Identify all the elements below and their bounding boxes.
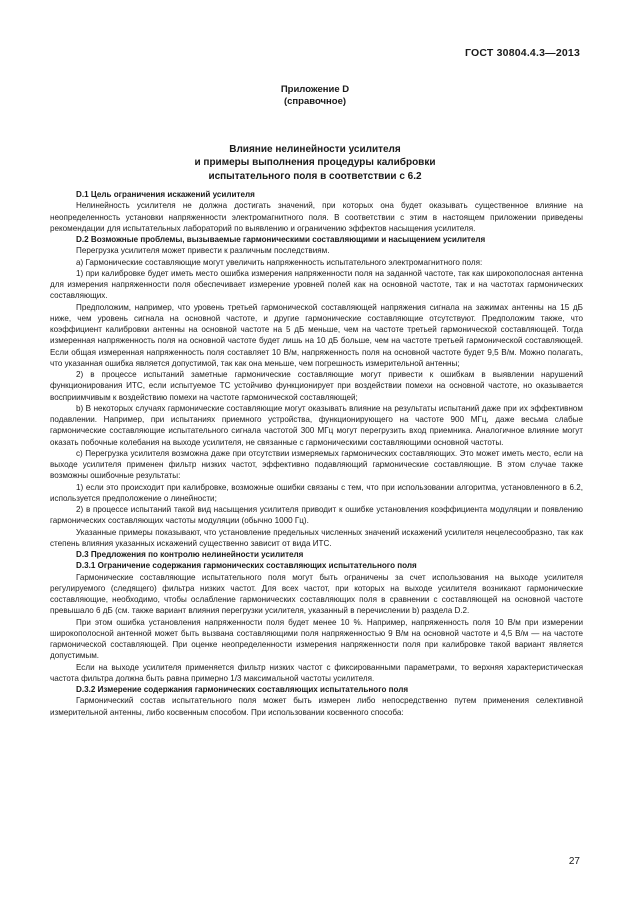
paragraph: Если на выходе усилителя применяется фильтр низких частот с фиксированными параметрами, то верхняя характеристическая частота фильтра должна быть равна примерно 1/3 максимальной частоты усилителя. <box>50 662 583 683</box>
paragraph: При этом ошибка установления напряженности поля будет менее 10 %. Например, напряженность поля 10 В/м при измерении широкополосной антенной может быть вызвана составляющими поля напряженностью 9 В/м на основной частоте и 4,5 В/м — на частоте гармонической составляющей. При оценке неопределенности измерения напряженности поля при калибровке такой вариант является допустимым. <box>50 617 583 661</box>
document-body <box>50 189 583 718</box>
page-number: 27 <box>568 856 580 867</box>
paragraph: Нелинейность усилителя не должна достигать значений, при которых она будет оказывать существенное влияние на неопределенность установки напряженности электромагнитного поля. В соответствии с этим в настоящем приложении приведены рекомендации для испытательных лабораторий по выявлению и ограничению эффектов насыщения усилителя. <box>50 201 583 233</box>
section-heading: D.3.2 Измерение содержания гармонических составляющих испытательного поля <box>76 685 409 694</box>
paragraph: 2) в процессе испытаний заметные гармонические составляющие могут привести к ошибкам в выявлении нарушений функционирования ИТС, если испытуемое ТС устойчиво функционирует при воздействии помехи на основной частоте, но оказывается восприимчивым к воздействию помехи на частоте гармонической составляющей; <box>50 370 583 402</box>
paragraph: 2) в процессе испытаний такой вид насыщения усилителя приводит к ошибке установления коэффициента модуляции и появлению гармонических составляющих частоты модуляции (обычно 1000 Гц). <box>50 505 583 526</box>
paragraph: Перегрузка усилителя может привести к различным последствиям. <box>76 246 330 256</box>
standard-header: ГОСТ 30804.4.3—2013 <box>464 47 580 59</box>
paragraph: Гармонический состав испытательного поля может быть измерен либо непосредственно путем применения селективной измерительной антенны, либо косвенным способом. При использовании косвенного способа: <box>50 696 583 717</box>
paragraph: 1) при калибровке будет иметь место ошибка измерения напряженности поля на заданной частоте, так как широкополосная антенна для измерения напряженности поля обеспечивает измерение уровней полей как на основной частоте, так и на частотах гармонических составляющих. <box>50 268 583 301</box>
paragraph: 1) если это происходит при калибровке, возможные ошибки связаны с тем, что при использовании алгоритма, установленного в 6.2, используется предположение о линейности; <box>50 482 583 503</box>
paragraph: c) Перегрузка усилителя возможна даже при отсутствии измеряемых гармонических составляющих. Это может иметь место, если на выходе усилителя применен фильтр низких частот, эффективно подавляющий гармонические составляющие. В этом случае также возможны ошибочные результаты: <box>50 448 583 481</box>
appendix-title: Приложение D <box>280 84 350 95</box>
paragraph: Предположим, например, что уровень третьей гармонической составляющей напряжения сигнала на зажимах антенны на 15 дБ ниже, чем уровень сигнала на основной частоте, и другие гармонические составляющие отсутствуют. Предположим также, что коэффициент калибровки антенны на основной частоте на 5 дБ меньше, чем на частоте третьей гармонической составляющей. Тогда измеренная напряженность поля на основной частоте будет лишь на 10 дБ больше, чем на частоте третьей гармонической составляющей. Если общая измеренная напряженность поля составляет 10 В/м, напряженность поля на основной частоте будет 9,5 В/м. Можно полагать, что указанная ошибка является допустимой, так как она меньше, чем погрешность измерительной антенны; <box>50 302 583 368</box>
appendix-type: (справочное) <box>283 96 347 107</box>
section-heading: D.3 Предложения по контролю нелинейности усилителя <box>76 550 304 559</box>
paragraph: b) В некоторых случаях гармонические составляющие могут оказывать влияние на результаты испытаний даже при их эффективном подавлении. Например, при испытаниях приемного устройства, функционирующего на частоте 900 МГц, даже весьма слабые гармонические составляющие испытательного сигнала частотой 300 МГц могут перегрузить вход приемника. Аналогичное влияние могут оказать побочные колебания на выходе усилителя, не связанные с гармоническими составляющими основной частоты. <box>50 403 583 447</box>
paragraph: Гармонические составляющие испытательного поля могут быть ограничены за счет использования на выходе усилителя регулируемого (следящего) фильтра низких частот. Для всех частот, при которых на выходе усилителя возникают гармонические составляющие, необходимо, чтобы ослабление гармонических составляющих поля в сравнении с составляющей на основной частоте превышало 6 дБ (см. также вариант влияния перегрузки усилителя, указанный в перечислении b) раздела D.2. <box>50 572 583 616</box>
section-heading: D.1 Цель ограничения искажений усилителя <box>76 190 255 199</box>
paragraph: Указанные примеры показывают, что установление предельных численных значений искажений усилителя нецелесообразно, так как степень влияния указанных искажений существенно зависит от вида ИТС. <box>50 527 583 548</box>
section-heading: D.3.1 Ограничение содержания гармонических составляющих испытательного поля <box>76 561 417 571</box>
title-line-1: Влияние нелинейности усилителя <box>229 144 401 155</box>
section-heading: D.2 Возможные проблемы, вызываемые гармоническими составляющими и насыщением усилителя <box>76 235 486 244</box>
appendix-label <box>0 84 630 108</box>
title-line-3: испытательного поля в соответствии с 6.2 <box>208 170 422 182</box>
title-line-2: и примеры выполнения процедуры калибровки <box>194 157 436 169</box>
document-title <box>0 143 630 183</box>
paragraph: а) Гармонические составляющие могут увеличить напряженность испытательного электромагнитного поля: <box>76 257 483 267</box>
